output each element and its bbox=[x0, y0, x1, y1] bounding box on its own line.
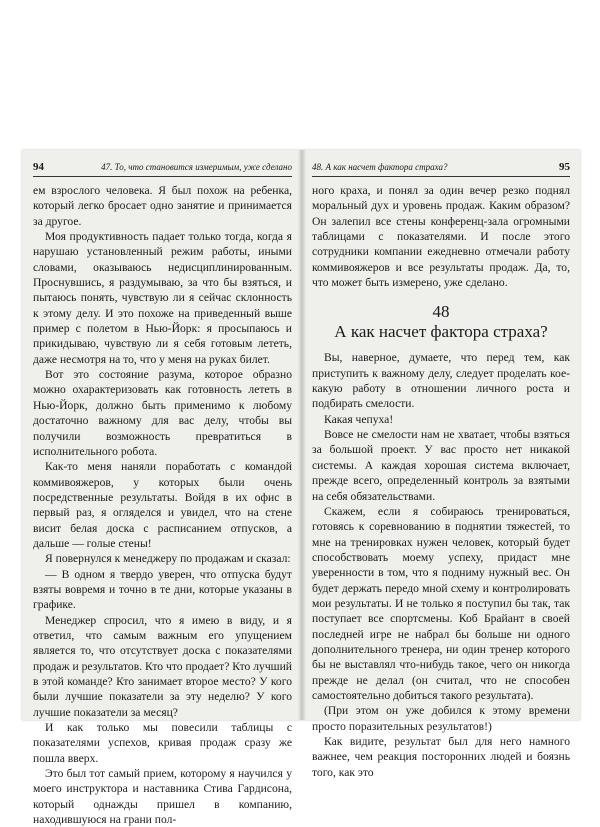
left-page-body bbox=[33, 183, 292, 827]
left-page bbox=[33, 160, 292, 827]
paragraph: Вовсе не смелости нам не хватает, чтобы взяться за большой проект. У вас просто нет никакой системы. А каждая хорошая система включает, прежде всего, определенный контроль за взятыми на себя обязательствами. bbox=[312, 428, 570, 503]
left-running-title: 47. То, что становится измеримым, уже сделано bbox=[101, 162, 292, 172]
paragraph: Это был тот самый прием, которому я научился у моего инструктора и наставника Стива Гардисона, который однажды пришел в компанию, находившуюся на грани пол- bbox=[33, 767, 292, 827]
right-page-header bbox=[312, 160, 570, 177]
paragraph: Моя продуктивность падает только тогда, когда я нарушаю установленный режим работы, иными словами, оказываюсь недисциплинированным. Проснувшись, я раздумываю, за что бы взяться, и пытаюсь понять, чувствую ли я сейчас склонность к этому делу. И это похоже на приведенный выше пример с полетом в Нью-Йорк: я просыпаюсь и прикидываю, чувствую ли я себя готовым лететь, даже несмотря на то, что у меня на руках билет. bbox=[33, 230, 292, 366]
paragraph: Какая чепуха! bbox=[324, 412, 394, 426]
left-page-number: 94 bbox=[33, 161, 44, 173]
book-gutter bbox=[298, 150, 306, 720]
right-page-number: 95 bbox=[559, 161, 570, 173]
paragraph: Я повернулся к менеджеру по продажам и сказал: bbox=[45, 552, 291, 566]
paragraph: — В одном я твердо уверен, что отпуска будут взяты вовремя и точно в те дни, которые указаны в графике. bbox=[33, 567, 292, 612]
chapter-number: 48 bbox=[432, 302, 450, 322]
paragraph: Скажем, если я собираюсь тренироваться, готовясь к соревнованию в поднятии тяжестей, то мне на тренировках нужен человек, который будет способствовать моему успеху, придаст мне уверенности в том, что я подниму нужный вес. Он будет держать передо мной схему и контролировать мои результаты. И не только я поступил бы так, так поступает все спортсмены. Коб Брайант в своей последней игре не набрал бы больше ни одного дополнительного тренера, ни один тренер которого бы не выставлял что-нибудь такое, чего он никогда прежде не делал (он считал, что не способен самостоятельно добиться такого результата). bbox=[312, 504, 570, 702]
paragraph: ем взрослого человека. Я был похож на ребенка, который легко бросает одно занятие и принимается за другое. bbox=[33, 184, 292, 228]
paragraph: Менеджер спросил, что я имею в виду, и я ответил, что самым важным его упущением является то, что отсутствует доска с показателями продаж и результатов. Кто что продает? Кто лучший в этой команде? Кто занимает второе место? У кого были лучшие показатели за эту неделю? У кого лучшие показатели за месяц? bbox=[33, 613, 292, 719]
paragraph: ного краха, и понял за один вечер резко поднял моральный дух и уровень продаж. Каким образом? Он залепил все стены конференц-зала огромными таблицами с показателями. И после этого сотрудники компании ежедневно отмечали работу коммивояжеров и все результаты продаж. Да, то, что может быть измерено, уже сделано. bbox=[312, 184, 570, 290]
paragraph: Как видите, результат был для него намного важнее, чем реакция посторонних людей и боязнь того, как это bbox=[312, 735, 570, 779]
right-page bbox=[312, 160, 570, 780]
left-page-header bbox=[33, 160, 292, 177]
paragraph: Вот это состояние разума, которое образно можно охарактеризовать как готовность лететь в Нью-Йорк, должно быть применимо к любому достаточно важному для вас делу, чтобы вы получили возможность превратиться в исполнительного робота. bbox=[33, 368, 292, 458]
right-running-title: 48. А как насчет фактора страха? bbox=[312, 162, 448, 172]
paragraph: И как только мы повесили таблицы с показателями успехов, кривая продаж сразу же пошла вверх. bbox=[33, 721, 292, 765]
paragraph: (При этом он уже добился к этому времени просто поразительных результатов!) bbox=[312, 704, 570, 733]
paragraph: Как-то меня наняли поработать с командой коммивояжеров, у которых были очень посредственные результаты. Войдя в их офис в первый раз, я огляделся и увидел, что на стене висит белая доска с расписанием отпусков, а дальше — голые стены! bbox=[33, 460, 292, 550]
paragraph: Вы, наверное, думаете, что перед тем, как приступить к важному делу, следует проделать кое-какую работу в отношении личного роста и подбирать смелости. bbox=[312, 351, 570, 411]
right-page-body bbox=[312, 183, 570, 780]
chapter-title: А как насчет фактора страха? bbox=[334, 322, 548, 342]
